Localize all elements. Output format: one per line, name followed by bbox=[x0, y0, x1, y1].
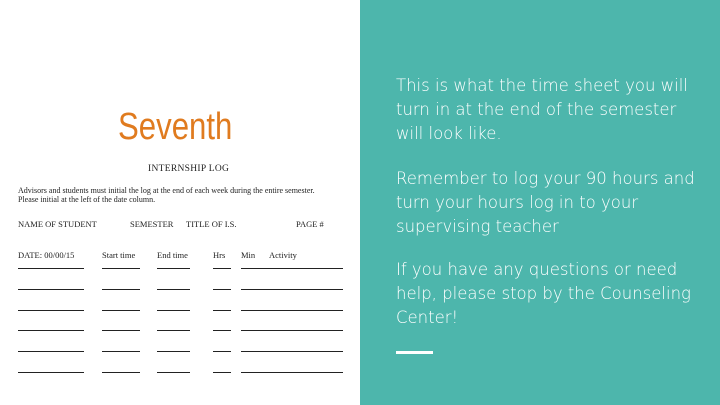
title-of-is-label: TITLE OF I.S. bbox=[186, 219, 237, 229]
log-blank-line bbox=[241, 372, 343, 373]
column-date: DATE: 00/00/15 bbox=[18, 250, 75, 260]
log-blank-line bbox=[241, 351, 343, 352]
log-blank-line bbox=[18, 351, 84, 352]
log-blank-line bbox=[157, 268, 190, 269]
log-blank-line bbox=[102, 372, 140, 373]
log-instructions bbox=[18, 186, 356, 204]
accent-dash bbox=[396, 351, 433, 354]
log-blank-line bbox=[213, 330, 231, 331]
column-activity: Activity bbox=[269, 250, 297, 260]
log-blank-line bbox=[157, 310, 190, 311]
column-end-time: End time bbox=[157, 250, 188, 260]
log-blank-line bbox=[241, 268, 343, 269]
log-blank-line bbox=[102, 289, 140, 290]
paragraph-counseling: If you have any questions or need help, please stop by the Counseling Center! bbox=[396, 260, 691, 327]
log-blank-line bbox=[18, 330, 84, 331]
log-blank-line bbox=[213, 289, 231, 290]
log-blank-line bbox=[157, 330, 190, 331]
log-blank-line bbox=[213, 351, 231, 352]
log-heading: INTERNSHIP LOG bbox=[148, 164, 230, 174]
column-hrs: Hrs bbox=[213, 250, 226, 260]
log-blank-line bbox=[213, 372, 231, 373]
log-blank-line bbox=[18, 268, 84, 269]
log-blank-line bbox=[102, 268, 140, 269]
log-blank-line bbox=[18, 310, 84, 311]
log-blank-line bbox=[18, 372, 84, 373]
log-blank-line bbox=[241, 289, 343, 290]
log-blank-line bbox=[102, 310, 140, 311]
log-blank-line bbox=[102, 330, 140, 331]
column-min: Min bbox=[241, 250, 256, 260]
log-blank-line bbox=[241, 330, 343, 331]
log-blank-line bbox=[241, 310, 343, 311]
log-instruction-2: Please initial at the left of the date column. bbox=[18, 195, 156, 204]
paragraph-timesheet: This is what the time sheet you will turn in at the end of the semester will look like. bbox=[396, 76, 688, 143]
log-instruction-1: Advisors and students must initial the log at the end of each week during the entire semester. bbox=[18, 186, 315, 195]
log-blank-line bbox=[157, 351, 190, 352]
semester-label: SEMESTER bbox=[130, 219, 174, 229]
column-start-time: Start time bbox=[102, 250, 136, 260]
log-blank-line bbox=[157, 289, 190, 290]
name-of-student-label: NAME OF STUDENT bbox=[18, 219, 97, 229]
log-blank-line bbox=[18, 289, 84, 290]
log-blank-line bbox=[213, 310, 231, 311]
slide-title: Seventh bbox=[118, 106, 233, 148]
log-blank-line bbox=[157, 372, 190, 373]
page-number-label: PAGE # bbox=[296, 219, 324, 229]
log-blank-line bbox=[102, 351, 140, 352]
paragraph-log-hours: Remember to log your 90 hours and turn your hours log in to your supervising teacher bbox=[396, 169, 695, 236]
log-blank-line bbox=[213, 268, 231, 269]
